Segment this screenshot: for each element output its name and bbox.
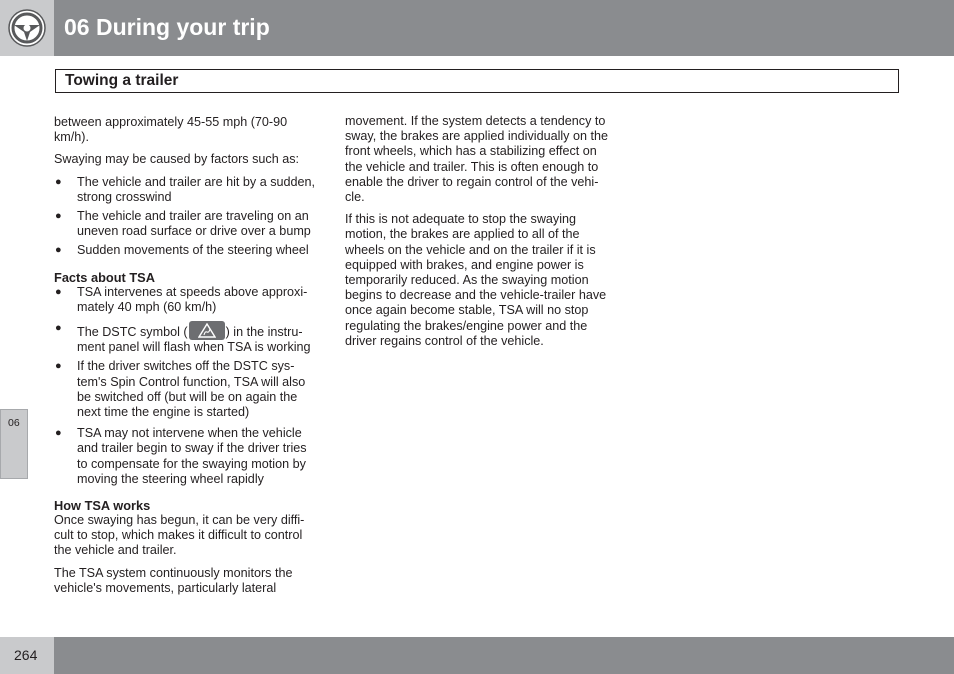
header-icon-box (0, 0, 54, 56)
section-heading-bar (55, 69, 899, 93)
bullet-icon: ● (55, 322, 62, 335)
causes-list (54, 175, 320, 259)
facts-list (54, 285, 320, 487)
how-paragraph-1: Once swaying has begun, it can be very diffi- cult to stop, which makes it difficult to control the vehicle and trailer. (54, 513, 305, 558)
bullet-icon: ● (55, 175, 62, 188)
swaying-intro: Swaying may be caused by factors such as: (54, 152, 300, 167)
bullet-icon: ● (55, 210, 62, 223)
list-item: ● TSA intervenes at speeds above approxi- mately 40 mph (60 km/h) (55, 284, 308, 314)
dstc-warning-icon (198, 323, 216, 338)
section-title: Towing a trailer (65, 72, 179, 89)
page-number-box (0, 637, 54, 674)
facts-heading: Facts about TSA (54, 269, 155, 285)
bullet-icon: ● (55, 360, 62, 373)
intro-paragraph: between approximately 45-55 mph (70-90 km/h). (54, 115, 288, 145)
list-item: ● The vehicle and trailer are traveling on an uneven road surface or drive over a bump (55, 209, 311, 239)
how-heading: How TSA works (54, 498, 151, 514)
list-item: ● The vehicle and trailer are hit by a sudden, strong crosswind (55, 174, 316, 204)
footer-bar (0, 637, 954, 674)
list-item: ● If the driver switches off the DSTC sys- tem's Spin Control function, TSA will also be switched off (but will be on again the next time the engine is started) (55, 359, 306, 420)
bullet-icon: ● (55, 427, 62, 440)
page-number: 264 (14, 647, 38, 663)
right-paragraph-2: If this is not adequate to stop the swaying motion, the brakes are applied to all of the wheels on the vehicle and on the trailer if it is equipped with brakes, and engine power is temporarily reduced. As the swaying motion begins to decrease and the vehicle-trailer have once again become stable, TSA will no stop regulating the brakes/engine power and the driver regains control of the vehicle. (345, 212, 607, 348)
bullet-icon: ● (55, 244, 62, 257)
bullet-icon: ● (55, 285, 62, 298)
dstc-symbol (189, 321, 225, 340)
how-paragraph-2: The TSA system continuously monitors the vehicle's movements, particularly lateral (54, 565, 293, 595)
list-item: ● The DSTC symbol ( ) in the instru- ment panel will flash when TSA is working (55, 322, 311, 355)
text-column-left (54, 115, 320, 603)
right-paragraph-1: movement. If the system detects a tendency to sway, the brakes are applied individually on the front wheels, which has a stabilizing effect on the vehicle and trailer. This is often enough to enable the driver to regain control of the vehi- cle. (345, 114, 608, 205)
list-item: ● Sudden movements of the steering wheel (55, 243, 309, 258)
chapter-tab-label: 06 (8, 417, 20, 429)
list-item: ● TSA may not intervene when the vehicle and trailer begin to sway if the driver tries to compensate for the swaying motion by moving the steering wheel rapidly (55, 426, 307, 486)
text-column-right (345, 114, 611, 356)
chapter-tab (0, 409, 28, 479)
page-title: 06 During your trip (64, 14, 270, 40)
steering-wheel-icon (7, 8, 47, 48)
